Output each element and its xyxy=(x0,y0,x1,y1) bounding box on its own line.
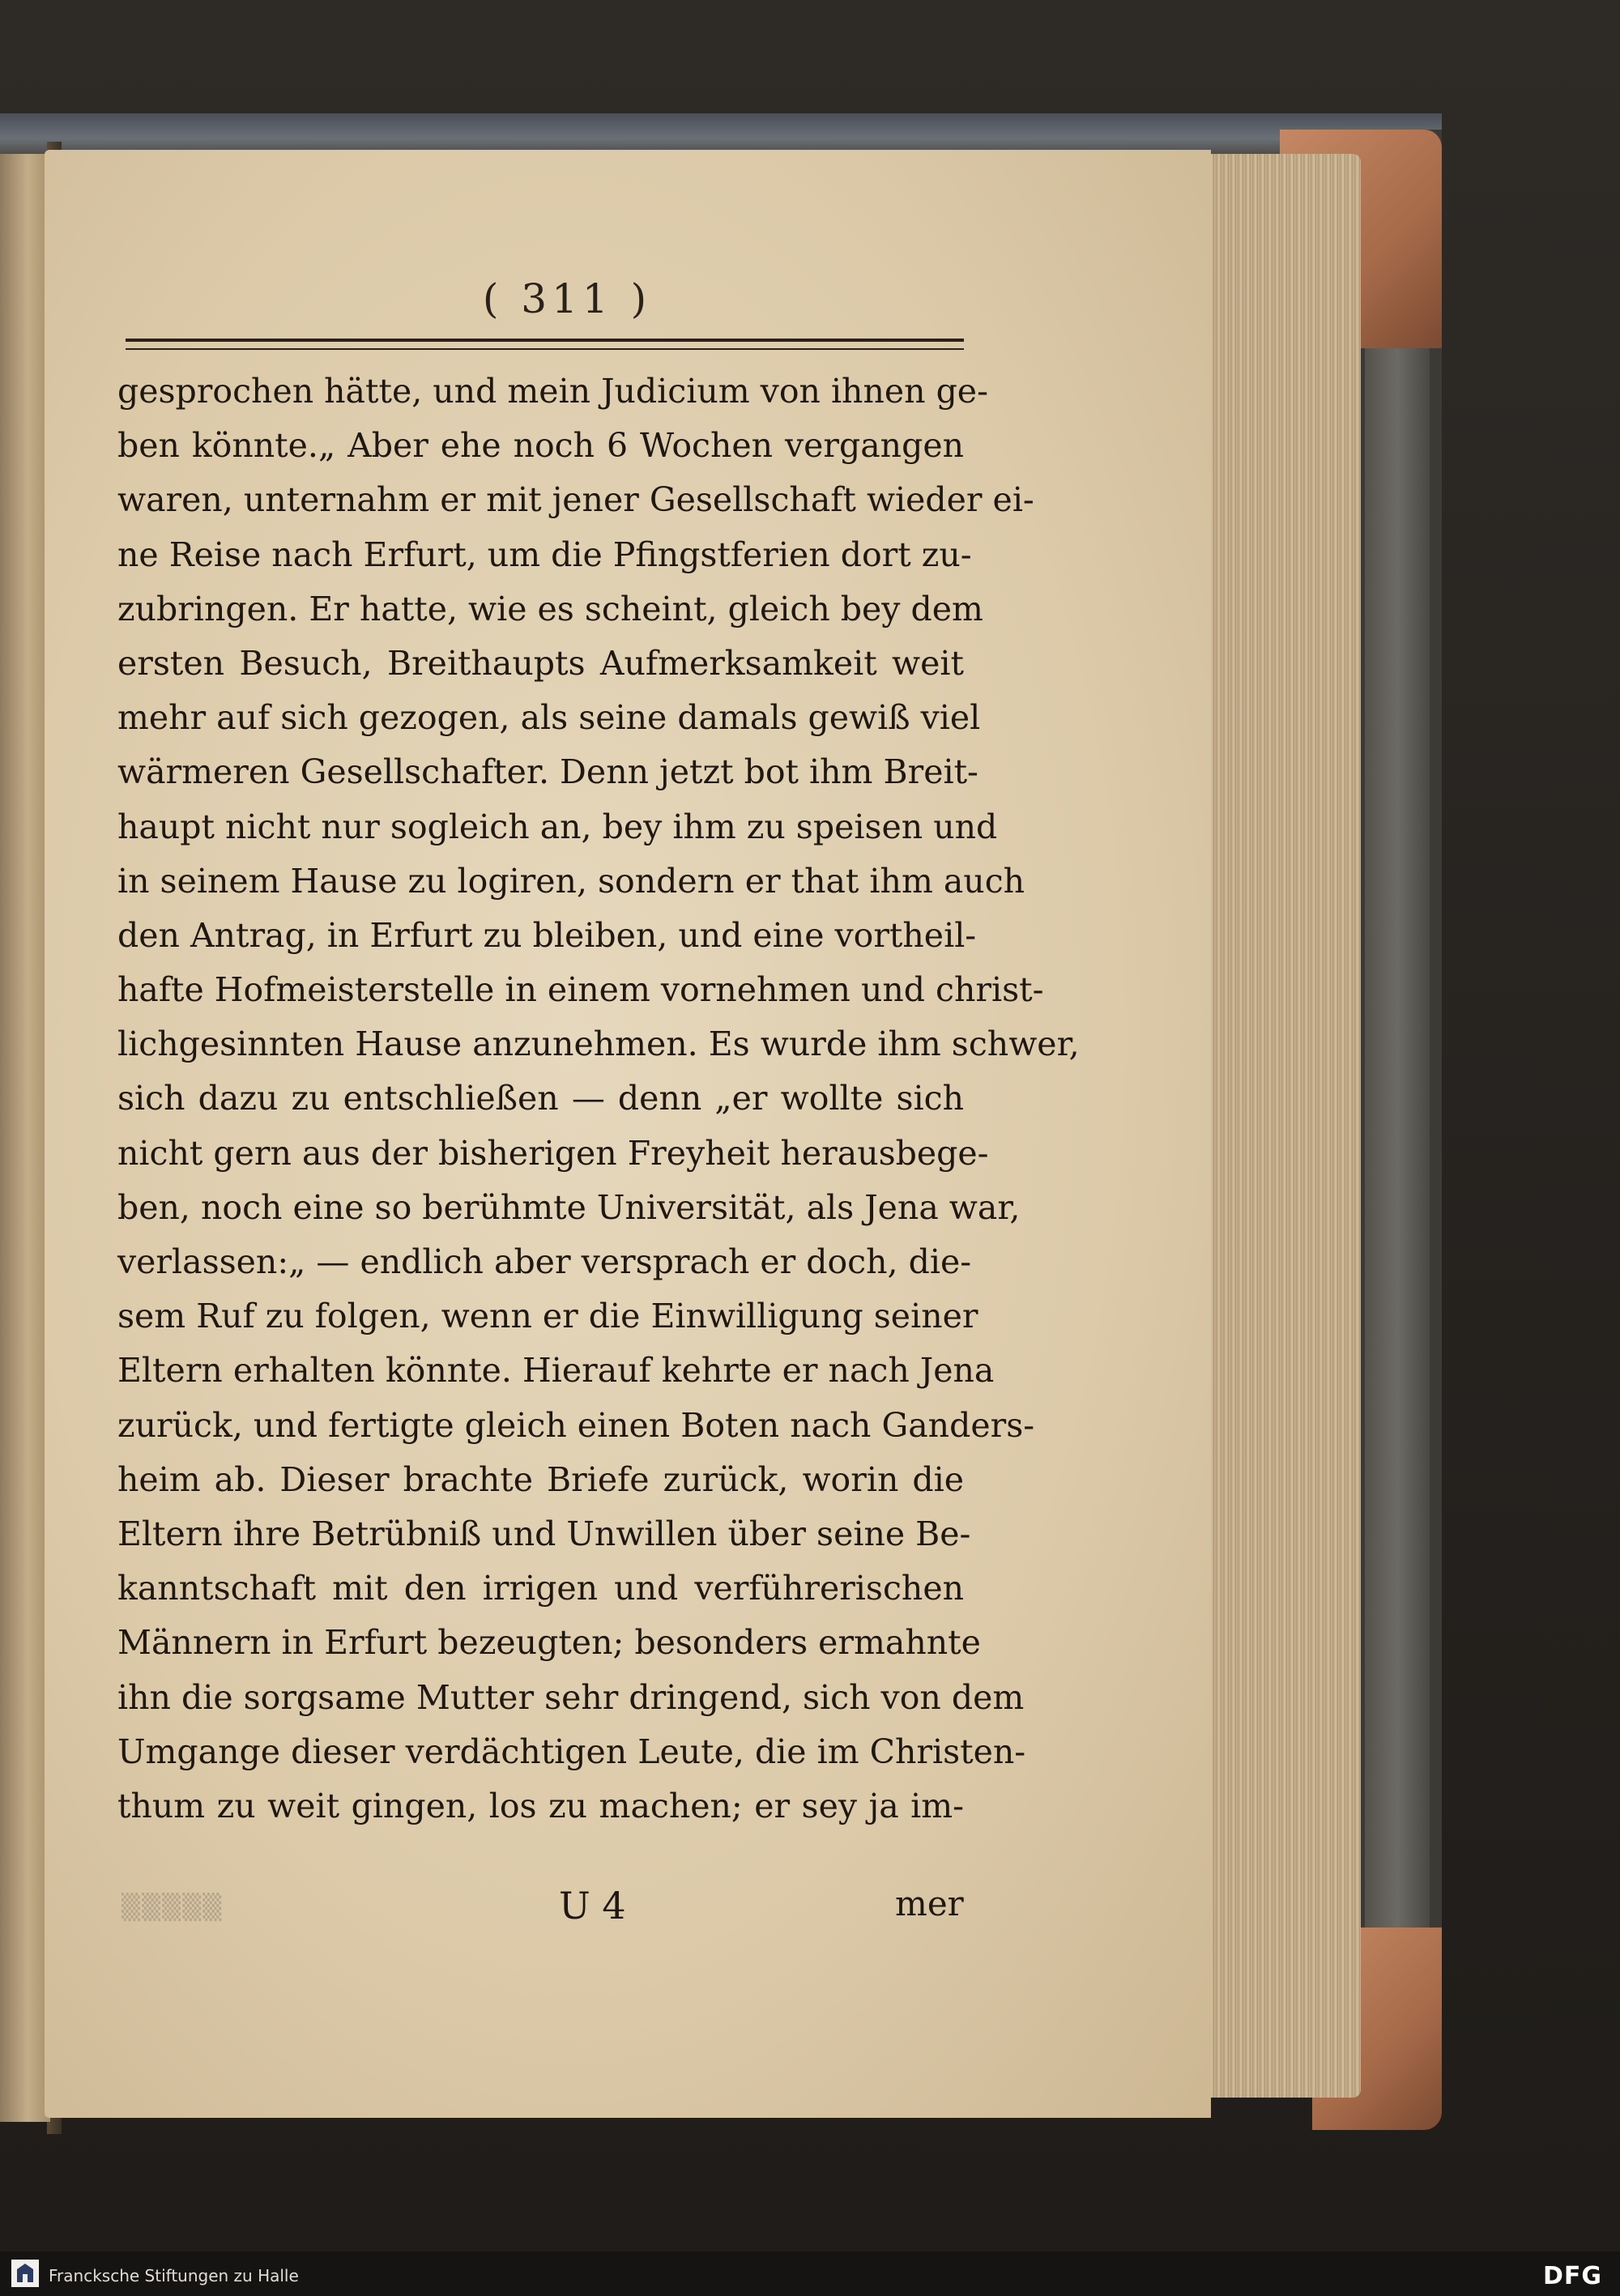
left-page-edge xyxy=(0,154,50,2122)
text-line: in seinem Hause zu logiren, sondern er that ihm auch xyxy=(117,861,1025,901)
text-line: Eltern ihre Betrübniß und Unwillen über seine Be- xyxy=(117,1514,971,1553)
text-line: sem Ruf zu folgen, wenn er die Einwilligung seiner xyxy=(117,1297,978,1336)
text-line: ne Reise nach Erfurt, um die Pfingstferien dort zu- xyxy=(117,535,972,574)
text-line: gesprochen hätte, und mein Judicium von ihnen ge- xyxy=(117,372,988,411)
text-line: thum zu weit gingen, los zu machen; er sey ja im- xyxy=(117,1786,964,1825)
header-rule xyxy=(126,339,964,350)
text-line: ben könnte.„ Aber ehe noch 6 Wochen vergangen xyxy=(117,426,964,466)
catchword: mer xyxy=(895,1884,964,1923)
page-text xyxy=(117,364,1080,1834)
text-line: den Antrag, in Erfurt zu bleiben, und eine vortheil- xyxy=(117,915,977,955)
text-line: wärmeren Gesellschafter. Denn jetzt bot ihm Breit- xyxy=(117,752,978,792)
text-line: ersten Besuch, Breithaupts Aufmerksamkeit weit xyxy=(117,643,964,683)
text-line: waren, unternahm er mit jener Gesellschaft wieder ei- xyxy=(117,480,1034,520)
text-line: ben, noch eine so berühmte Universität, als Jena war, xyxy=(117,1187,1021,1227)
text-line: Männern in Erfurt bezeugten; besonders ermahnte xyxy=(117,1623,981,1663)
text-line: ihn die sorgsame Mutter sehr dringend, sich von dem xyxy=(117,1677,1025,1717)
library-stamp: ▒▒▒▒▒ xyxy=(122,1893,224,1922)
text-line: mehr auf sich gezogen, als seine damals gewiß viel xyxy=(117,698,981,738)
text-line: zurück, und fertigte gleich einen Boten nach Ganders- xyxy=(117,1405,1035,1445)
institution-logo-icon xyxy=(11,2260,39,2287)
text-line: haupt nicht nur sogleich an, bey ihm zu speisen und xyxy=(117,807,998,846)
text-line: heim ab. Dieser brachte Briefe zurück, worin die xyxy=(117,1459,964,1499)
institution-name: Francksche Stiftungen zu Halle xyxy=(49,2266,299,2285)
page-block-edge xyxy=(1207,154,1361,2098)
text-line: Eltern erhalten könnte. Hierauf kehrte er nach Jena xyxy=(117,1351,995,1391)
signature-mark: U 4 xyxy=(559,1884,626,1928)
text-line: zubringen. Er hatte, wie es scheint, gleich bey dem xyxy=(117,589,983,628)
text-line: kanntschaft mit den irrigen und verführerischen xyxy=(117,1569,964,1608)
text-line: hafte Hofmeisterstelle in einem vornehmen und christ- xyxy=(117,970,1044,1010)
dfg-logo: DFG xyxy=(1542,2262,1602,2290)
text-line: lichgesinnten Hause anzunehmen. Es wurde ihm schwer, xyxy=(117,1024,1080,1064)
cover-board xyxy=(1365,340,1430,1928)
text-line: sich dazu zu entschließen — denn „er wollte sich xyxy=(117,1079,964,1118)
text-line: verlassen:„ — endlich aber versprach er doch, die- xyxy=(117,1242,972,1281)
page-header: ( 311 ) xyxy=(482,275,652,322)
text-line: Umgange dieser verdächtigen Leute, die im Christen- xyxy=(117,1732,1026,1771)
text-line: nicht gern aus der bisherigen Freyheit herausbege- xyxy=(117,1133,989,1173)
